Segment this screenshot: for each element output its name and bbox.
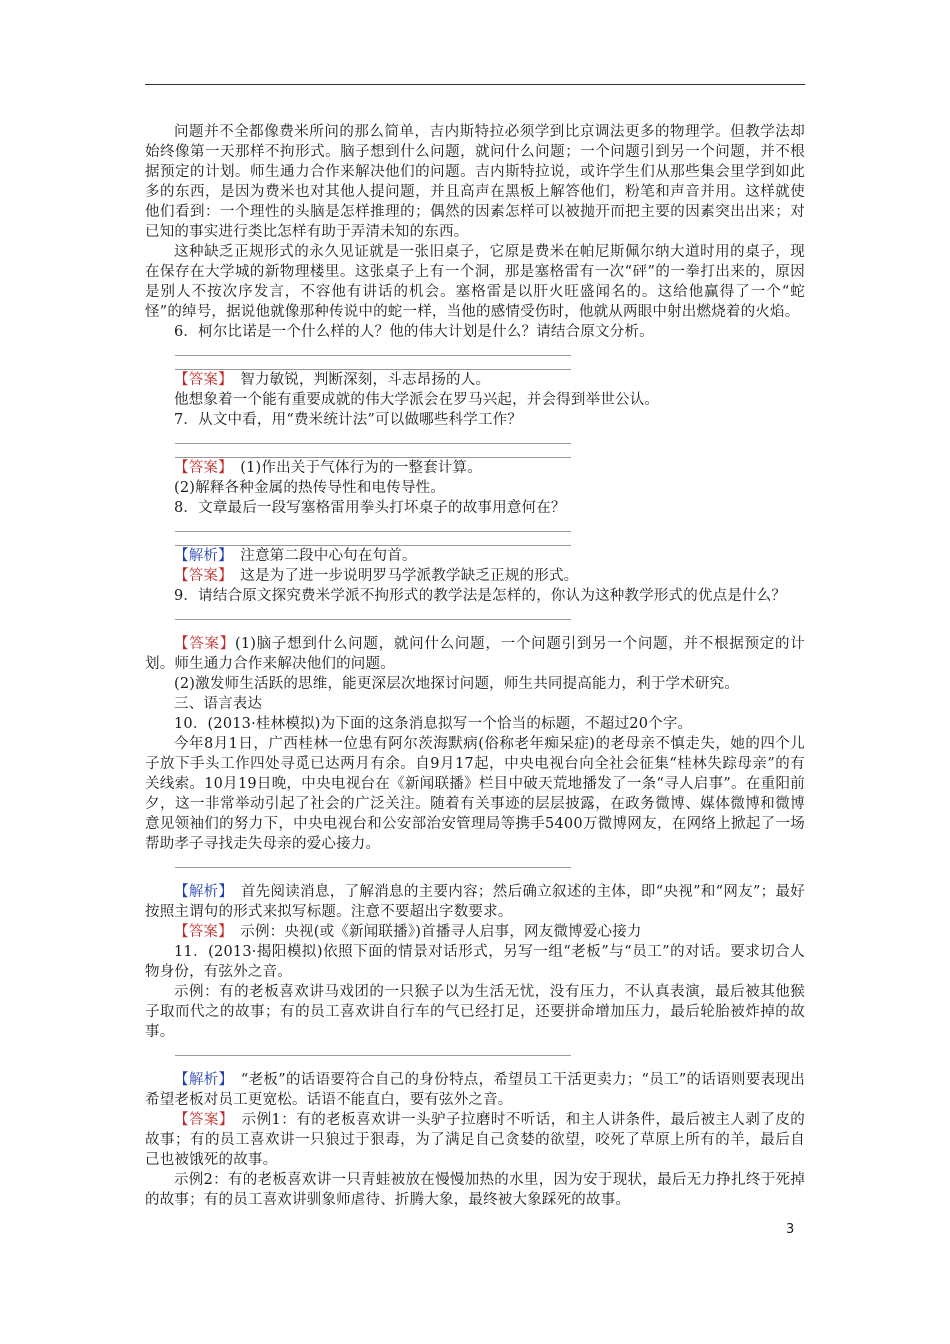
q10-analysis-text: 首先阅读消息，了解消息的主要内容；然后确立叙述的主体，即“央视”和“网友”；最好按照主谓句的形式来拟写标题。注意不要超出字数要求。 <box>145 884 805 920</box>
q10-analysis <box>145 882 805 922</box>
q7-answer <box>145 458 805 478</box>
q6-answer-2: 他想象着一个能有重要成就的伟大学派会在罗马兴起，并会得到举世公认。 <box>174 392 660 408</box>
answer-line <box>175 430 571 444</box>
q11-analysis <box>145 1070 805 1110</box>
question-7: 7．从文中看，用“费米统计法”可以做哪些科学工作？ <box>174 412 523 428</box>
answer-line <box>175 342 571 356</box>
answer-line <box>175 518 571 532</box>
analysis-label: 【解析】 <box>174 548 226 564</box>
q6-answer-text: 智力敏锐，判断深刻，斗志昂扬的人。 <box>225 372 491 388</box>
q11-answer <box>145 1110 805 1170</box>
section-heading: 三、语言表达 <box>174 696 263 712</box>
q11-answer-text: 示例1：有的老板喜欢讲一头驴子拉磨时不听话，和主人讲条件，最后被主人剥了皮的故事；有的员工喜欢讲一只狼过于狠毒，为了满足自己贪婪的欲望，咬死了草原上所有的羊，最后自己也被饿死的故事。 <box>145 1112 805 1168</box>
q11-example: 示例：有的老板喜欢讲马戏团的一只猴子以为生活无忧，没有压力，不认真表演，最后被其他猴子取而代之的故事；有的员工喜欢讲自行车的气已经打足，还要拼命增加压力，最后轮胎被炸掉的故事。 <box>145 984 805 1040</box>
q9-answer-text: (1)脑子想到什么问题，就问什么问题，一个问题引到另一个问题，并不根据预定的计划。师生通力合作来解决他们的问题。 <box>145 636 805 672</box>
question-6: 6．柯尔比诺是一个什么样的人？他的伟大计划是什么？请结合原文分析。 <box>174 324 654 340</box>
answer-label: 【答案】 <box>174 1112 227 1128</box>
answer-label: 【答案】 <box>174 636 235 652</box>
q10-answer-text: 示例：央视(或《新闻联播》)首播寻人启事，网友微博爱心接力 <box>225 924 642 940</box>
q8-analysis-text: 注意第二段中心句在句首。 <box>225 548 417 564</box>
q6-answer <box>145 370 805 390</box>
analysis-label: 【解析】 <box>174 884 227 900</box>
answer-line <box>175 854 571 868</box>
q11-analysis-text: “老板”的话语要符合自己的身份特点，希望员工干活更卖力；“员工”的话语则要表现出希望老板对员工更宽松。话语不能直白，要有弦外之音。 <box>145 1072 805 1108</box>
analysis-label: 【解析】 <box>174 1072 227 1088</box>
answer-label: 【答案】 <box>174 568 226 584</box>
q8-analysis <box>145 546 805 566</box>
q10-answer <box>145 922 805 942</box>
passage-paragraph-1: 问题并不全都像费米所问的那么简单，吉内斯特拉必须学到比京调法更多的物理学。但教学法却始终像第一天那样不拘形式。脑子想到什么问题，就问什么问题；一个问题引到另一个问题，并不根据预定的计划。师生通力合作来解决他们的问题。吉内斯特拉说，或许学生们从那些集会里学到如此多的东西，是因为费米也对其他人提问题，并且高声在黑板上解答他们，粉笔和声音并用。这样就使他们看到：一个理性的头脑是怎样推理的；偶然的因素怎样可以被抛开而把主要的因素突出出来；对已知的事实进行类比怎样有助于弄清未知的东西。 <box>145 124 805 240</box>
answer-line <box>175 1056 571 1070</box>
question-10: 10．(2013·桂林模拟)为下面的这条消息拟写一个恰当的标题，不超过20个字。 <box>174 716 693 732</box>
answer-line <box>175 356 571 370</box>
answer-line <box>175 444 571 458</box>
question-9: 9．请结合原文探究费米学派不拘形式的教学法是怎样的，你认为这种教学形式的优点是什么？ <box>174 588 787 604</box>
q10-news-text: 今年8月1日，广西桂林一位患有阿尔茨海默病(俗称老年痴呆症)的老母亲不慎走失，她的四个儿子放下手头工作四处寻觅已达两月有余。自9月17起，中央电视台向全社会征集“桂林失踪母亲”的有关线索。10月19日晚，中央电视台在《新闻联播》栏目中破天荒地播发了一条“寻人启事”。在重阳前夕，这一非常举动引起了社会的广泛关注。随着有关事迹的层层披露，在政务微博、媒体微博和微博意见领袖们的努力下，中央电视台和公安部治安管理局等携手5400万微博网友，在网络上掀起了一场帮助孝子寻找走失母亲的爱心接力。 <box>145 736 805 852</box>
answer-line <box>175 1042 571 1056</box>
header-rule <box>145 84 805 85</box>
q8-answer-text: 这是为了进一步说明罗马学派教学缺乏正规的形式。 <box>225 568 579 584</box>
document-body <box>145 122 805 1210</box>
q7-answer-text: (1)作出关于气体行为的一整套计算。 <box>225 460 482 476</box>
question-8: 8．文章最后一段写塞格雷用拳头打坏桌子的故事用意何在？ <box>174 500 566 516</box>
q8-answer <box>145 566 805 586</box>
answer-line <box>175 532 571 546</box>
answer-line <box>175 620 571 634</box>
page-number: 3 <box>786 1222 795 1237</box>
passage-paragraph-2: 这种缺乏正规形式的永久见证就是一张旧桌子，它原是费米在帕尼斯佩尔纳大道时用的桌子，现在保存在大学城的新物理楼里。这张桌子上有一个洞，那是塞格雷有一次“砰”的一拳打出来的，原因是别人不按次序发言，不容他有讲话的机会。塞格雷是以肝火旺盛闻名的。这给他赢得了一个“蛇怪”的绰号，据说他就像那种传说中的蛇一样，当他的感情受伤时，他就从两眼中射出燃烧着的火焰。 <box>145 244 805 320</box>
answer-line <box>175 868 571 882</box>
q9-answer-2: (2)激发师生活跃的思维，能更深层次地探讨问题，师生共同提高能力，利于学术研究。 <box>174 676 740 692</box>
answer-label: 【答案】 <box>174 924 226 940</box>
answer-line <box>175 606 571 620</box>
answer-label: 【答案】 <box>174 372 226 388</box>
answer-label: 【答案】 <box>174 460 226 476</box>
q9-answer <box>145 634 805 674</box>
q7-answer-2: (2)解释各种金属的热传导性和电传导性。 <box>174 480 446 496</box>
q11-answer-2: 示例2：有的老板喜欢讲一只青蛙被放在慢慢加热的水里，因为安于现状，最后无力挣扎终于死掉的故事；有的员工喜欢讲驯象师虐待、折腾大象，最终被大象踩死的故事。 <box>145 1172 805 1208</box>
question-11: 11．(2013·揭阳模拟)依照下面的情景对话形式，另写一组“老板”与“员工”的对话。要求切合人物身份，有弦外之音。 <box>145 944 805 980</box>
